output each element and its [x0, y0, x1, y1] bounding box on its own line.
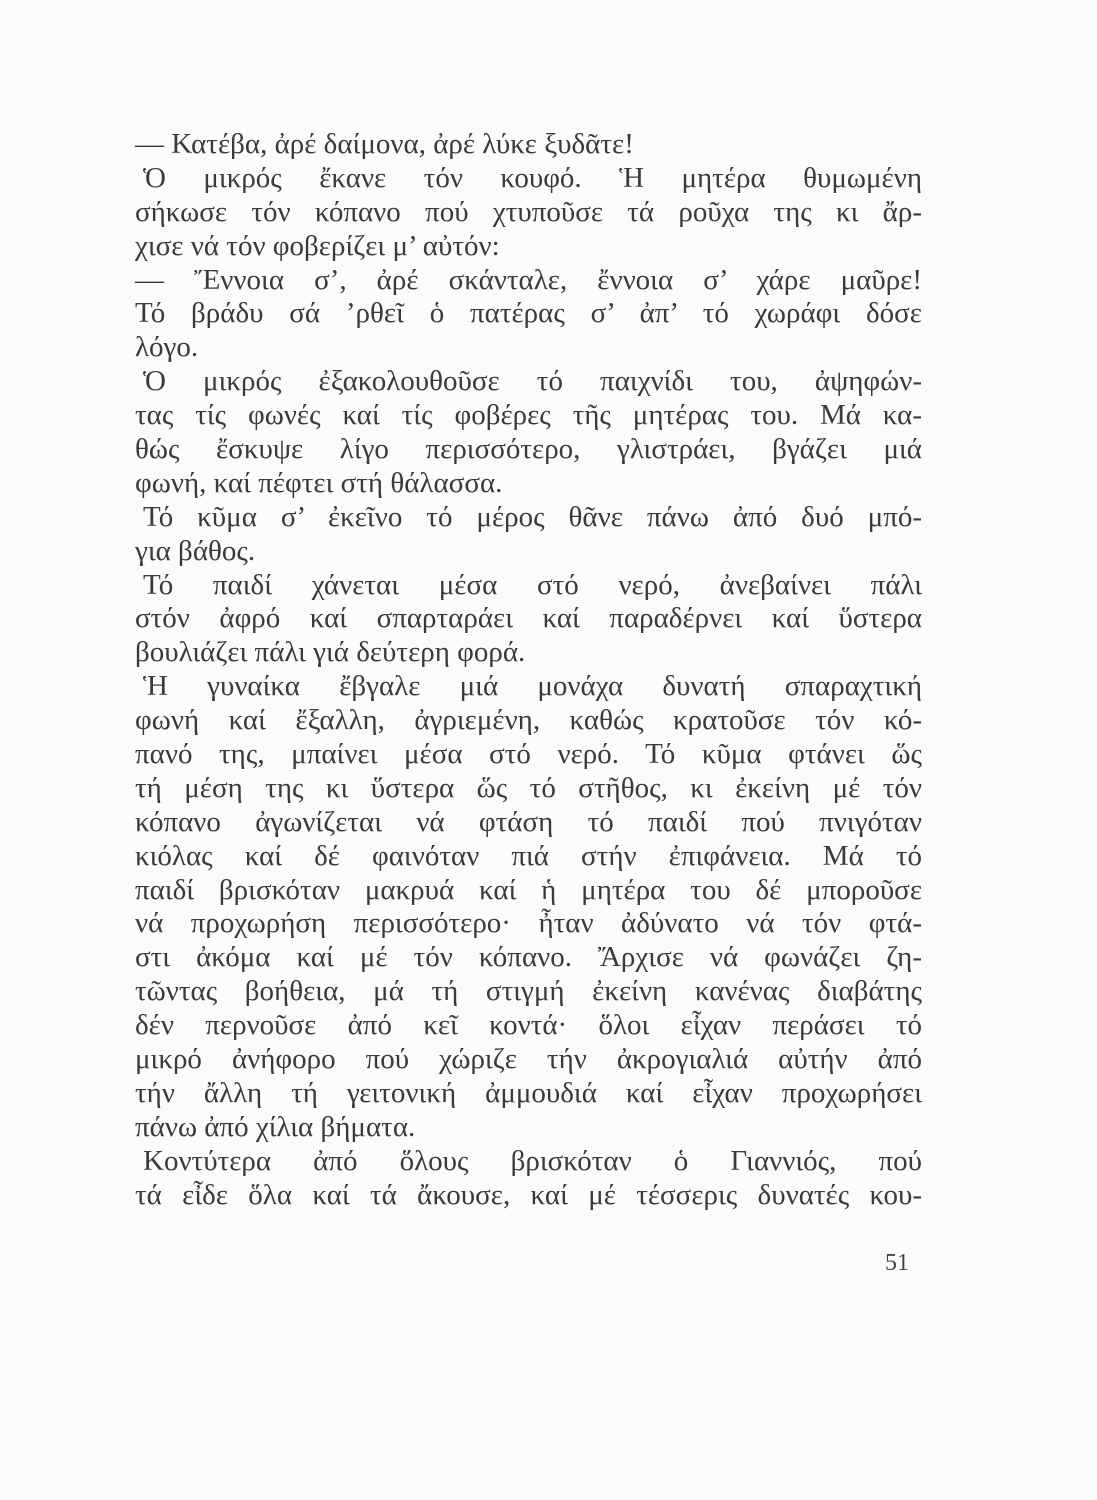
text-line: Τό βράδυ σά ’ρθεῖ ὁ πατέρας σ’ ἀπ’ τό χωράφι δόσε: [135, 297, 922, 330]
text-line-container: [135, 230, 922, 264]
text-line: — Ἔννοια σ’, ἀρέ σκάνταλε, ἔννοια σ’ χάρε μαῦρε!: [135, 263, 922, 296]
text-line-container: [135, 907, 922, 941]
text-line: τήν ἄλλη τή γειτονική ἀμμουδιά καί εἶχαν προχωρήσει: [135, 1076, 922, 1109]
text-line-container: [135, 569, 922, 603]
text-line-container: [135, 941, 922, 975]
text-line: κόπανο ἀγωνίζεται νά φτάση τό παιδί πού πνιγόταν: [135, 805, 922, 838]
text-line: φωνή, καί πέφτει στή θάλασσα.: [135, 466, 503, 499]
text-line: Ὁ μικρός ἐξακολουθοῦσε τό παιχνίδι του, ἀψηφών-: [143, 365, 922, 398]
text-line: στι ἀκόμα καί μέ τόν κόπανο. Ἄρχισε νά φωνάζει ζη-: [135, 941, 922, 974]
text-line-container: [135, 433, 922, 467]
text-line-container: [135, 297, 922, 331]
text-line: Ὁ μικρός ἔκανε τόν κουφό. Ἡ μητέρα θυμωμένη: [143, 161, 922, 194]
text-line-container: [135, 772, 922, 806]
text-line: Κοντύτερα ἀπό ὅλους βρισκόταν ὁ Γιαννιός, πού: [143, 1144, 922, 1177]
text-line: στόν ἀφρό καί σπαρταράει καί παραδέρνει καί ὕστερα: [135, 602, 922, 635]
text-line-container: [135, 670, 922, 704]
text-line-container: [135, 636, 922, 670]
text-line-container: [135, 128, 922, 162]
page-body-text: [135, 128, 922, 1213]
text-line-container: [135, 162, 922, 196]
text-line: — Κατέβα, ἀρέ δαίμονα, ἀρέ λύκε ξυδᾶτε!: [135, 128, 634, 160]
text-line-container: [135, 602, 922, 636]
text-line: πάνω ἀπό χίλια βήματα.: [135, 1110, 416, 1143]
text-line: θώς ἔσκυψε λίγο περισσότερο, γλιστράει, βγάζει μιά: [135, 433, 922, 466]
text-line: Τό κῦμα σ’ ἐκεῖνο τό μέρος θᾶνε πάνω ἀπό δυό μπό-: [143, 500, 922, 533]
text-line: δέν περνοῦσε ἀπό κεῖ κοντά· ὅλοι εἶχαν περάσει τό: [135, 1009, 922, 1042]
text-line: τας τίς φωνές καί τίς φοβέρες τῆς μητέρας του. Μά κα-: [135, 399, 922, 432]
text-line-container: [135, 467, 922, 501]
text-line: παιδί βρισκόταν μακρυά καί ἡ μητέρα του δέ μποροῦσε: [135, 873, 922, 906]
text-line-container: [135, 1145, 922, 1179]
text-line-container: [135, 840, 922, 874]
text-line-container: [135, 704, 922, 738]
text-line-container: [135, 1043, 922, 1077]
text-line: Τό παιδί χάνεται μέσα στό νερό, ἀνεβαίνει πάλι: [143, 568, 922, 601]
text-line-container: [135, 331, 922, 365]
text-line: σήκωσε τόν κόπανο πού χτυποῦσε τά ροῦχα της κι ἄρ-: [135, 195, 922, 228]
text-line: μικρό ἀνήφορο πού χώριζε τήν ἀκρογιαλιά αὐτήν ἀπό: [135, 1043, 922, 1076]
text-line-container: [135, 1077, 922, 1111]
text-line-container: [135, 975, 922, 1009]
text-line-container: [135, 535, 922, 569]
text-line-container: [135, 365, 922, 399]
text-line: τή μέση της κι ὕστερα ὥς τό στῆθος, κι ἐκείνη μέ τόν: [135, 771, 922, 804]
text-line: χισε νά τόν φοβερίζει μ’ αὐτόν:: [135, 229, 500, 262]
text-line: φωνή καί ἔξαλλη, ἀγριεμένη, καθώς κρατοῦσε τόν κό-: [135, 704, 922, 737]
text-line: τῶντας βοήθεια, μά τή στιγμή ἐκείνη κανένας διαβάτης: [135, 975, 922, 1008]
text-line-container: [135, 501, 922, 535]
text-line-container: [135, 196, 922, 230]
text-line: πανό της, μπαίνει μέσα στό νερό. Τό κῦμα φτάνει ὥς: [135, 738, 922, 771]
page-number: 51: [885, 1250, 909, 1276]
text-line-container: [135, 874, 922, 908]
text-line-container: [135, 264, 922, 298]
text-line-container: [135, 1179, 922, 1213]
text-line: τά εἶδε ὅλα καί τά ἄκουσε, καί μέ τέσσερις δυνατές κου-: [135, 1178, 922, 1211]
text-line-container: [135, 1111, 922, 1145]
text-line: νά προχωρήση περισσότερο· ἦταν ἀδύνατο νά τόν φτά-: [135, 907, 922, 940]
text-line: Ἡ γυναίκα ἔβγαλε μιά μονάχα δυνατή σπαραχτική: [143, 670, 922, 703]
text-line-container: [135, 738, 922, 772]
text-line-container: [135, 806, 922, 840]
text-line: για βάθος.: [135, 534, 256, 567]
text-line: κιόλας καί δέ φαινόταν πιά στήν ἐπιφάνεια. Μά τό: [135, 839, 922, 872]
text-line: λόγο.: [135, 331, 199, 364]
text-line: βουλιάζει πάλι γιά δεύτερη φορά.: [135, 636, 526, 669]
text-line-container: [135, 1009, 922, 1043]
text-line-container: [135, 399, 922, 433]
